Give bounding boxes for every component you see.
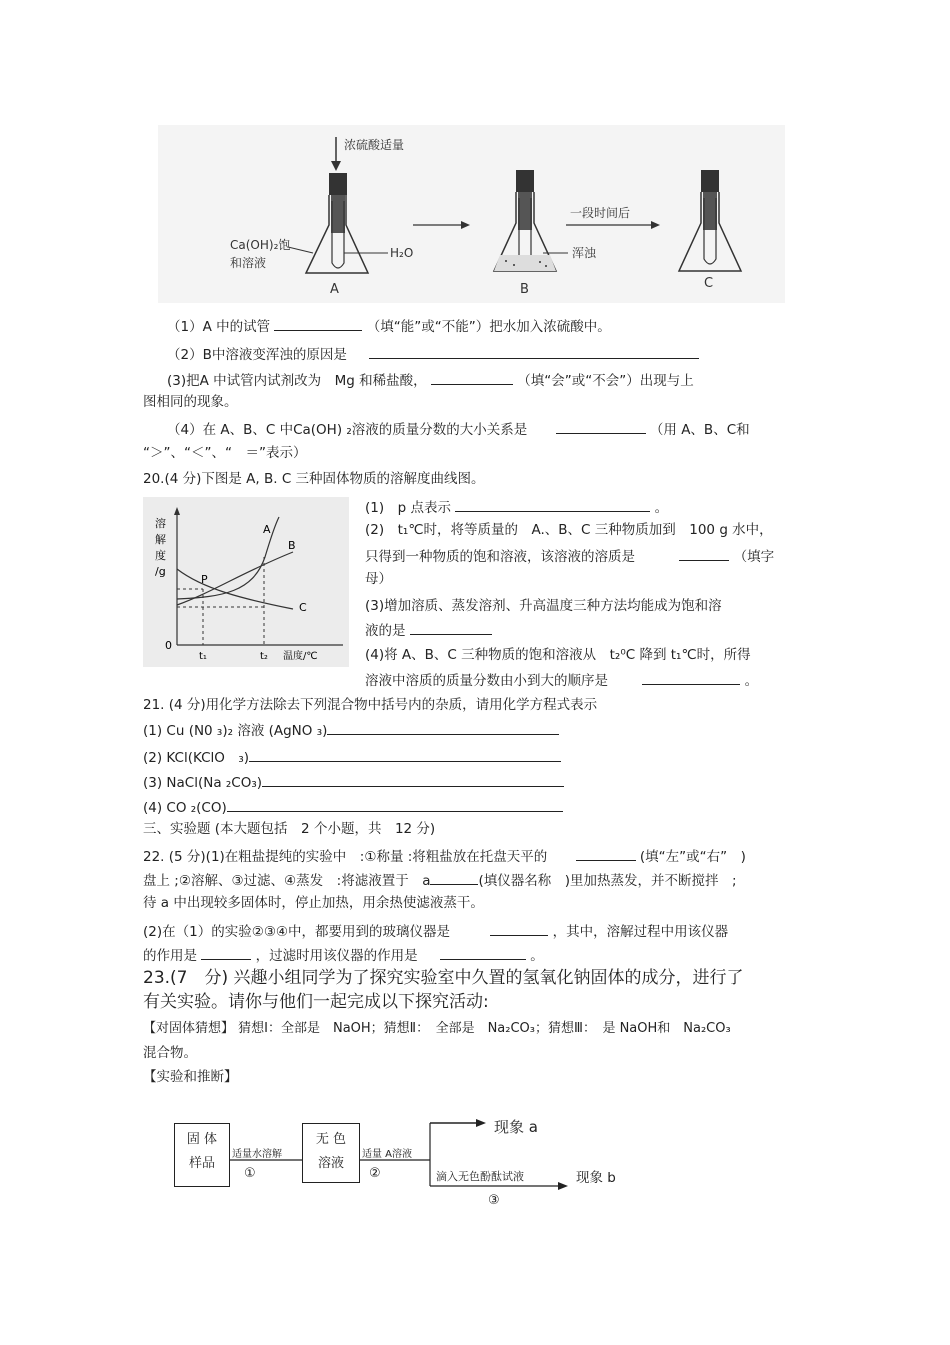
- step3-label: 滴入无色酚酞试液: [436, 1170, 524, 1183]
- q21-item2: (2) KCl(KClO ₃): [143, 747, 561, 767]
- step1-label: 适量水溶解: [232, 1149, 282, 1160]
- origin-label: 0: [165, 639, 172, 652]
- q22-line4: (2)在（1）的实验②③④中，都要用到的玻璃仪器是 ，其中，溶解过程中用该仪器: [143, 921, 728, 941]
- q20-sub2-line2: 只得到一种物质的饱和溶液，该溶液的溶质是 （填字: [365, 546, 774, 566]
- q19-part4-cont: “＞”、“＜”、“ ＝”表示）: [143, 445, 307, 461]
- q22-line1: 22. (5 分)(1)在粗盐提纯的实验中 :①称量 :将粗盐放在托盘天平的 (填“左”或“右” ): [143, 846, 746, 866]
- q22-line2: 盘上 ;②溶解、③过滤、④蒸发 :将滤液置于 a (填仪器名称 )里加热蒸发，并不断搅拌 ;: [143, 870, 737, 890]
- q22-line3: 待 a 中出现较多固体时，停止加热，用余热使滤液蒸干。: [143, 895, 484, 911]
- flow-box-colorless-solution: 无 色 溶液: [302, 1123, 360, 1183]
- q19-part2: （2）B中溶液变浑浊的原因是: [167, 344, 699, 364]
- q21-item4: (4) CO ₂(CO): [143, 797, 563, 817]
- q20-sub1: (1) p 点表示 。: [365, 497, 668, 517]
- t1-label: t₁: [199, 651, 207, 662]
- q23-line2: 有关实验。请你与他们一起完成以下探究活动:: [143, 992, 489, 1012]
- step1-number: ①: [244, 1166, 256, 1181]
- q20-sub2-line1: (2) t₁℃时，将等质量的 A.、B、C 三种物质加到 100 g 水中，: [365, 522, 773, 538]
- result-a: 现象 a: [494, 1118, 538, 1136]
- curve-c-label: C: [299, 601, 307, 614]
- t2-label: t₂: [260, 651, 268, 662]
- point-p-label: P: [201, 573, 208, 586]
- q19-part3: (3)把A 中试管内试剂改为 Mg 和稀盐酸， （填“会”或“不会”）出现与上: [167, 370, 694, 390]
- q20-sub3-line1: (3)增加溶质、蒸发溶剂、升高温度三种方法均能成为饱和溶: [365, 598, 722, 614]
- q20-sub4-line1: (4)将 A、B、C 三种物质的饱和溶液从 t₂⁰C 降到 t₁℃时，所得: [365, 647, 751, 663]
- q20-sub3-line2: 液的是: [365, 620, 492, 640]
- q19-part1: （1）A 中的试管 （填“能”或“不能”）把水加入浓硫酸中。: [167, 316, 611, 336]
- q21-item3: (3) NaCl(Na ₂CO₃): [143, 772, 564, 792]
- q20-sub4-line2: 溶液中溶质的质量分数由小到大的顺序是 。: [365, 670, 758, 690]
- step3-number: ③: [488, 1193, 500, 1208]
- curve-b-label: B: [288, 539, 296, 552]
- turbid-label: 浑浊: [572, 246, 597, 260]
- x-axis-label: 温度/℃: [283, 651, 318, 662]
- step2-number: ②: [369, 1166, 381, 1181]
- acid-label: 浓硫酸适量: [344, 138, 405, 152]
- step2-label: 适量 A溶液: [362, 1149, 413, 1160]
- result-b: 现象 b: [576, 1170, 616, 1186]
- water-label: H₂O: [390, 246, 414, 260]
- q21-title: 21. (4 分)用化学方法除去下列混合物中括号内的杂质，请用化学方程式表示: [143, 697, 598, 713]
- q23-exp-heading: 【实验和推断】: [143, 1069, 238, 1085]
- y-axis-char-1: 溶: [155, 517, 166, 530]
- flow-box-solid-sample: 固 体 样品: [174, 1123, 230, 1187]
- y-axis-char-3: 度: [155, 549, 166, 562]
- q21-item1: (1) Cu (N0 ₃)₂ 溶液 (AgNO ₃): [143, 720, 559, 740]
- flask-c-label: C: [704, 276, 714, 291]
- flask-b-label: B: [520, 282, 529, 297]
- after-time-label: 一段时间后: [570, 206, 631, 220]
- q23-guess-end: 混合物。: [143, 1045, 197, 1061]
- q22-line5: 的作用是 ，过滤时用该仪器的作用是 。: [143, 945, 544, 965]
- curve-a-label: A: [263, 523, 271, 536]
- q23-guess: 【对固体猜想】 猜想Ⅰ：全部是 NaOH；猜想Ⅱ： 全部是 Na₂CO₃；猜想Ⅲ： 是 NaOH和 Na₂CO₃: [143, 1021, 731, 1036]
- q19-part3-cont: 图相同的现象。: [143, 394, 238, 410]
- y-axis-char-2: 解: [155, 533, 166, 546]
- q19-part4: （4）在 A、B、C 中Ca(OH) ₂溶液的质量分数的大小关系是 （用 A、B、C和: [167, 419, 750, 439]
- q23-line1: 23.(7 分) 兴趣小组同学为了探究实验室中久置的氢氧化钠固体的成分，进行了: [143, 968, 744, 988]
- solution-label-1: Ca(OH)₂饱: [230, 238, 291, 252]
- q20-title: 20.(4 分)下图是 A, B. C 三种固体物质的溶解度曲线图。: [143, 471, 485, 487]
- solution-label-2: 和溶液: [230, 256, 267, 270]
- flask-a-label: A: [330, 282, 339, 297]
- section-3-heading: 三、实验题 (本大题包括 2 个小题，共 12 分): [143, 821, 436, 837]
- y-axis-char-4: /g: [155, 565, 166, 578]
- q20-sub2-line3: 母）: [365, 571, 392, 587]
